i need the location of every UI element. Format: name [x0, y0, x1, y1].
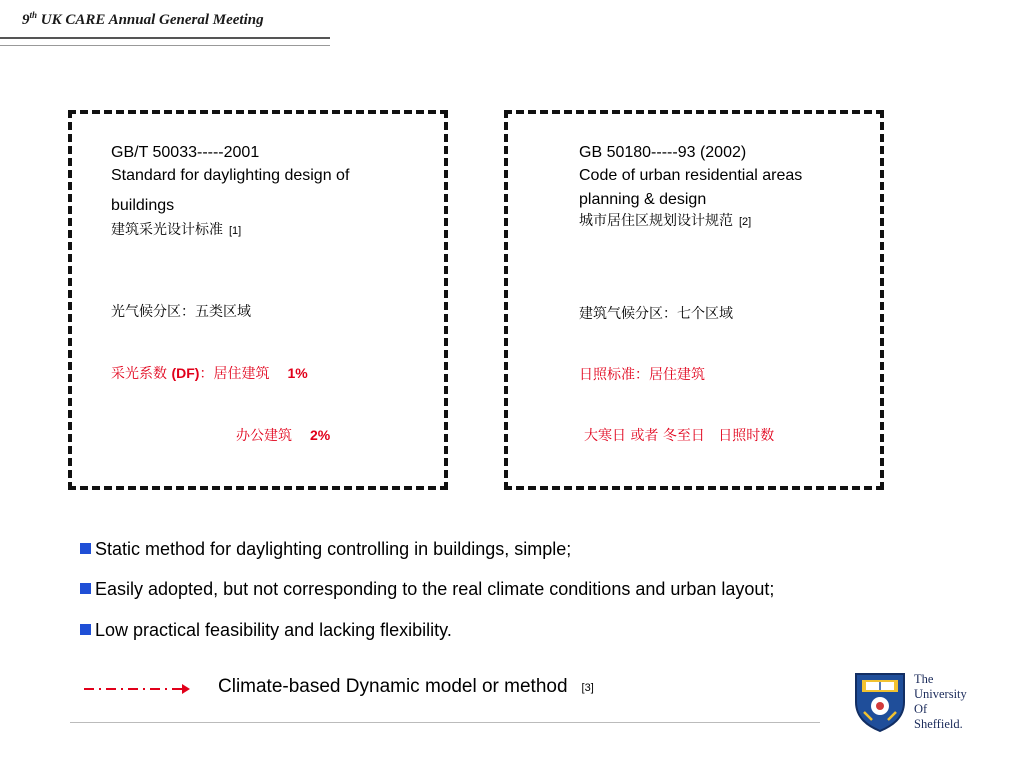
left-df-residential: 采光系数 (DF)：居住建筑 1% [111, 365, 308, 382]
dynamic-method-text: Climate-based Dynamic model or method [3] [218, 676, 594, 697]
header-title: 9th UK CARE Annual General Meeting [22, 10, 264, 28]
bullet-item: Easily adopted, but not corresponding to the real climate conditions and urban layout; [80, 579, 774, 600]
header-rule [0, 37, 330, 39]
left-title-line2: buildings [111, 197, 175, 214]
right-sunlight-standard: 日照标准：居住建筑 [579, 367, 705, 383]
header-rule-thin [0, 45, 330, 46]
footer-rule [70, 722, 820, 723]
bullet-square-icon [80, 583, 91, 594]
university-name: The University Of Sheffield. [914, 672, 967, 731]
bullet-item: Low practical feasibility and lacking flexibility. [80, 620, 452, 641]
left-title-line1: Standard for daylighting design of [111, 167, 350, 184]
left-climate-zones: 光气候分区：五类区域 [111, 304, 251, 320]
right-title-line2: planning & design [579, 191, 707, 208]
university-crest-icon [850, 668, 910, 734]
right-code: GB 50180-----93 (2002) [579, 144, 747, 161]
bullet-square-icon [80, 543, 91, 554]
right-cn-title: 城市居住区规划设计规范 [2] [579, 213, 752, 229]
left-df-office: 办公建筑 2% [236, 427, 331, 444]
right-ref: [2] [739, 216, 752, 228]
left-code: GB/T 50033-----2001 [111, 144, 260, 161]
left-cn-title: 建筑采光设计标准 [1] [111, 222, 242, 238]
bullet-item: Static method for daylighting controlling in buildings, simple; [80, 539, 571, 560]
bullet-square-icon [80, 624, 91, 635]
dynamic-ref: [3] [581, 682, 594, 694]
dash-dot-arrow-icon [82, 682, 192, 696]
right-title-line1: Code of urban residential areas [579, 167, 803, 184]
left-ref: [1] [229, 225, 242, 237]
right-climate-zones: 建筑气候分区：七个区域 [579, 306, 733, 322]
right-sunlight-days: 大寒日 或者 冬至日 日照时数 [584, 428, 775, 444]
